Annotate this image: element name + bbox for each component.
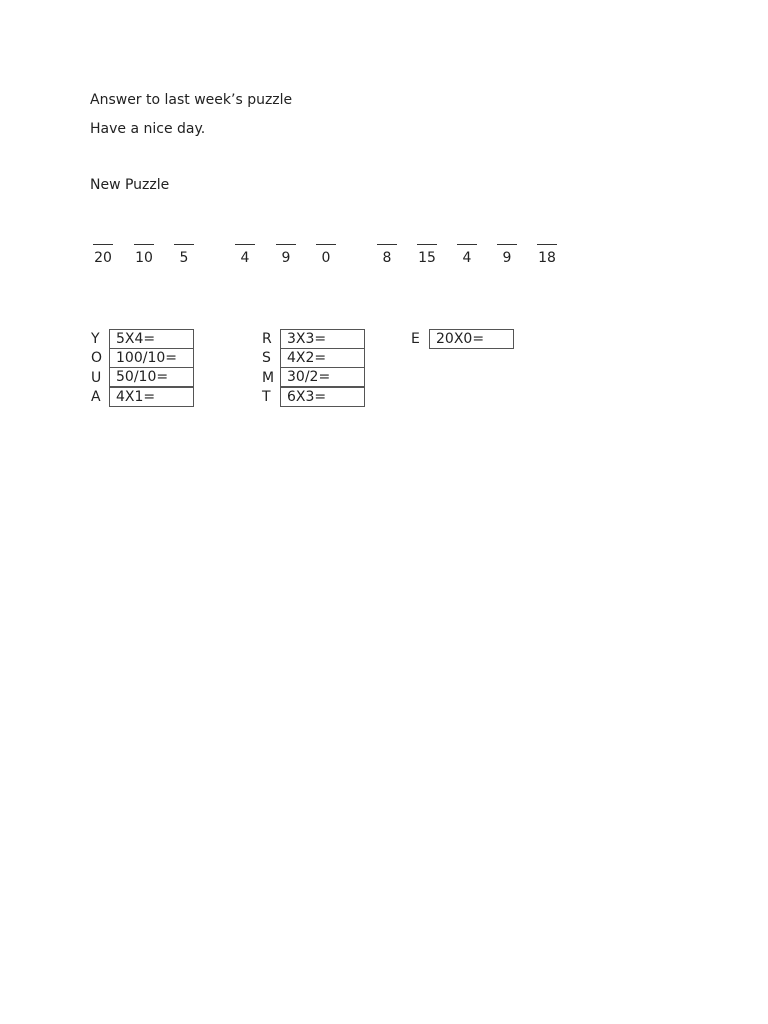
blank-number: 20 bbox=[94, 250, 112, 266]
answer-heading: Answer to last week’s puzzle bbox=[90, 92, 293, 108]
key-row bbox=[90, 368, 194, 388]
puzzle-blank bbox=[274, 244, 298, 266]
key-letter: T bbox=[262, 389, 271, 406]
blank-underline bbox=[93, 244, 113, 245]
key-letter: E bbox=[411, 330, 420, 347]
blank-underline bbox=[235, 244, 255, 245]
key-equation: 20X0= bbox=[429, 329, 514, 349]
blank-number: 15 bbox=[418, 250, 436, 266]
blank-underline bbox=[377, 244, 397, 245]
key-equation: 4X2= bbox=[280, 348, 365, 368]
blank-underline bbox=[316, 244, 336, 245]
puzzle-blank bbox=[415, 244, 439, 266]
key-equation: 100/10= bbox=[109, 348, 194, 368]
blank-underline bbox=[174, 244, 194, 245]
key-row bbox=[261, 329, 365, 349]
key-letter: A bbox=[91, 389, 101, 406]
blank-number: 9 bbox=[502, 250, 512, 266]
key-letter: Y bbox=[91, 330, 100, 347]
blank-underline bbox=[276, 244, 296, 245]
key-equation: 30/2= bbox=[280, 367, 365, 387]
key-equation: 50/10= bbox=[109, 367, 194, 387]
puzzle-blank bbox=[132, 244, 156, 266]
letter-key-group bbox=[261, 329, 365, 407]
key-equation: 4X1= bbox=[109, 387, 194, 407]
puzzle-blank bbox=[233, 244, 257, 266]
blank-underline bbox=[457, 244, 477, 245]
key-row bbox=[261, 388, 365, 408]
puzzle-blanks-row bbox=[0, 244, 768, 276]
key-row bbox=[90, 388, 194, 408]
blank-number: 8 bbox=[382, 250, 392, 266]
key-row bbox=[90, 349, 194, 369]
letter-key-group bbox=[90, 329, 194, 407]
key-row bbox=[261, 368, 365, 388]
blank-underline bbox=[497, 244, 517, 245]
blank-number: 10 bbox=[135, 250, 153, 266]
key-letter: U bbox=[91, 369, 102, 386]
key-letter: M bbox=[262, 369, 275, 386]
blank-number: 9 bbox=[281, 250, 291, 266]
key-equation: 3X3= bbox=[280, 329, 365, 349]
key-letter: R bbox=[262, 330, 272, 347]
puzzle-blank bbox=[535, 244, 559, 266]
blank-number: 0 bbox=[321, 250, 331, 266]
key-equation: 6X3= bbox=[280, 387, 365, 407]
key-letter: O bbox=[91, 350, 103, 367]
key-row bbox=[90, 329, 194, 349]
letter-key-group bbox=[410, 329, 514, 349]
blank-number: 18 bbox=[538, 250, 556, 266]
key-letter: S bbox=[262, 350, 271, 367]
puzzle-blank bbox=[455, 244, 479, 266]
blank-number: 4 bbox=[240, 250, 250, 266]
puzzle-blank bbox=[91, 244, 115, 266]
puzzle-blank bbox=[172, 244, 196, 266]
key-equation: 5X4= bbox=[109, 329, 194, 349]
puzzle-blank bbox=[375, 244, 399, 266]
key-row bbox=[410, 329, 514, 349]
key-row bbox=[261, 349, 365, 369]
puzzle-blank bbox=[495, 244, 519, 266]
blank-number: 5 bbox=[179, 250, 189, 266]
blank-underline bbox=[537, 244, 557, 245]
blank-underline bbox=[134, 244, 154, 245]
puzzle-blank bbox=[314, 244, 338, 266]
new-puzzle-heading: New Puzzle bbox=[90, 177, 170, 193]
greeting-text: Have a nice day. bbox=[90, 121, 206, 137]
blank-number: 4 bbox=[462, 250, 472, 266]
blank-underline bbox=[417, 244, 437, 245]
